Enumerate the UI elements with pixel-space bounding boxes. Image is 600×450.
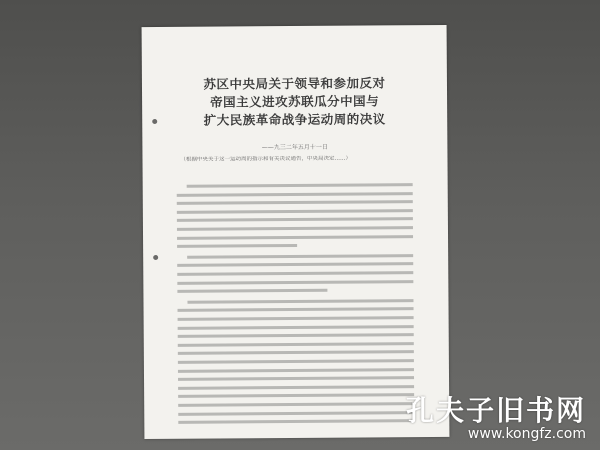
body-text-line xyxy=(177,218,413,223)
body-text-line xyxy=(177,289,327,293)
body-text-line xyxy=(177,271,413,276)
body-text-line xyxy=(178,385,414,390)
document-date: ——九三二年五月十一日 xyxy=(261,143,328,152)
body-text-line xyxy=(177,200,413,205)
document-title-line: 苏区中央局关于领导和参加反对 xyxy=(203,75,386,92)
body-text-line xyxy=(177,209,413,214)
document-title-line: 扩大民族革命战争运动周的决议 xyxy=(203,111,386,128)
body-text-line xyxy=(177,226,413,231)
body-text-line xyxy=(177,263,413,268)
body-text-line xyxy=(178,342,414,347)
body-text-line xyxy=(178,368,414,373)
document-title-line: 帝国主义进攻苏联瓜分中国与 xyxy=(210,93,380,110)
body-text-line xyxy=(177,280,413,285)
body-text-line xyxy=(178,394,414,399)
body-text-line xyxy=(187,254,413,259)
watermark xyxy=(406,396,586,442)
body-text-line xyxy=(177,244,297,248)
body-text-line xyxy=(178,308,414,313)
body-text-line xyxy=(177,235,413,240)
body-text-line xyxy=(187,299,413,304)
punch-hole xyxy=(153,255,158,260)
body-text-line xyxy=(178,351,414,356)
body-text-line xyxy=(178,402,414,407)
body-text-line xyxy=(177,192,413,197)
body-text-line xyxy=(178,333,414,338)
document-page xyxy=(142,25,450,439)
watermark-url: www.kongfz.com xyxy=(467,426,586,442)
watermark-brand: 孔夫子旧书网 xyxy=(405,394,586,427)
body-text-line xyxy=(178,376,414,381)
body-text-line xyxy=(178,359,414,364)
body-text-line xyxy=(178,325,414,330)
body-text-line xyxy=(178,316,414,321)
body-text-line xyxy=(178,419,414,424)
body-text-line xyxy=(178,411,414,416)
document-note: （根据中央关于这一运动周的指示和有关决议通告，中央局决定……） xyxy=(180,155,352,163)
body-text-line xyxy=(187,183,413,188)
